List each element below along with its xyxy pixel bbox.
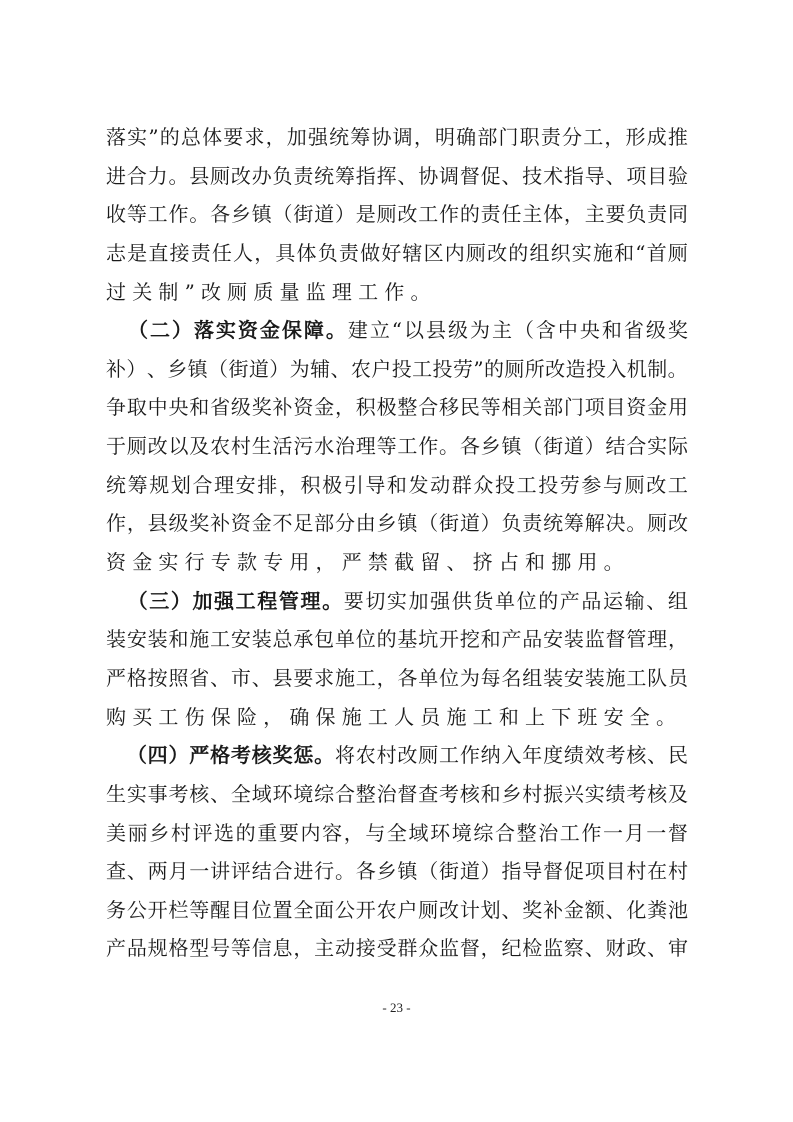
text-line: 美 丽 乡 村 评 选 的 重 要 内 容 ， 与 全 域 环 境 综 合 整 治 工 作 一 月 一 督	[106, 820, 688, 845]
body-text	[106, 118, 688, 968]
text-line: 落 实 ” 的 总 体 要 求 ， 加 强 统 筹 协 调 ， 明 确 部 门 职 责 分 工 ， 形 成 推	[106, 125, 688, 149]
text-line: 务 公 开 栏 等 醒 目 位 置 全 面 公 开 农 户 厕 改 计 划 、 奖 补 金 额 、 化 粪 池	[106, 897, 688, 922]
text-line: 收 等 工 作 。 各 乡 镇 （ 街 道 ） 是 厕 改 工 作 的 责 任 主 体 ， 主 要 负 责 同	[106, 202, 688, 227]
text-line: 查 、 两 月 一 讲 评 结 合 进 行 。 各 乡 镇 （ 街 道 ） 指 导 督 促 项 目 村 在 村	[106, 859, 688, 884]
text-line: 进 合 力 。 县 厕 改 办 负 责 统 筹 指 挥 、 协 调 督 促 、 技 术 指 导 、 项 目 验	[106, 163, 688, 188]
text-line: 严 格 按 照 省 、 市 、 县 要 求 施 工 ， 各 单 位 为 每 名 组 装 安 装 施 工 队 员	[106, 665, 688, 690]
page-number: - 23 -	[382, 1000, 411, 1015]
text-line: 补 ） 、 乡 镇 （ 街 道 ） 为 辅 、 农 户 投 工 投 劳 ” 的 厕 所 改 造 投 入 机 制 。	[106, 356, 688, 381]
text-line: （ 二 ） 落 实 资 金 保 障 。 建 立 “ 以 县 级 为 主 （ 含 中 央 和 省 级 奖	[127, 318, 688, 343]
text-line: 作 ， 县 级 奖 补 资 金 不 足 部 分 由 乡 镇 （ 街 道 ） 负 责 统 筹 解 决 。 厕 改	[106, 511, 688, 536]
text-line: 装 安 装 和 施 工 安 装 总 承 包 单 位 的 基 坑 开 挖 和 产 品 安 装 监 督 管 理 ，	[106, 627, 688, 652]
text-line: 争 取 中 央 和 省 级 奖 补 资 金 ， 积 极 整 合 移 民 等 相 关 部 门 项 目 资 金 用	[106, 395, 688, 420]
text-line: 过 关 制 ” 改 厕 质 量 监 理 工 作 。	[106, 279, 431, 304]
text-line: 资 金 实 行 专 款 专 用 ， 严 禁 截 留 、 挤 占 和 挪 用 。	[106, 550, 624, 575]
text-line: （ 四 ） 严 格 考 核 奖 惩 。 将 农 村 改 厕 工 作 纳 入 年 度 绩 效 考 核 、 民	[126, 743, 688, 768]
text-line: 统 筹 规 划 合 理 安 排 ， 积 极 引 导 和 发 动 群 众 投 工 投 劳 参 与 厕 改 工	[106, 472, 688, 497]
text-line: 生 实 事 考 核 、 全 域 环 境 综 合 整 治 督 查 考 核 和 乡 村 振 兴 实 绩 考 核 及	[106, 781, 688, 806]
text-line: 购 买 工 伤 保 险 ， 确 保 施 工 人 员 施 工 和 上 下 班 安 全 。	[106, 704, 676, 729]
text-line: （ 三 ） 加 强 工 程 管 理 。 要 切 实 加 强 供 货 单 位 的 产 品 运 输 、 组	[127, 588, 688, 613]
text-line: 志 是 直 接 责 任 人 ， 具 体 负 责 做 好 辖 区 内 厕 改 的 组 织 实 施 和 “ 首 厕	[106, 240, 688, 265]
text-line: 产 品 规 格 型 号 等 信 息 ， 主 动 接 受 群 众 监 督 ， 纪 检 监 察 、 财 政 、 审	[106, 936, 688, 961]
text-line: 于 厕 改 以 及 农 村 生 活 污 水 治 理 等 工 作 。 各 乡 镇 （ 街 道 ） 结 合 实 际	[106, 434, 688, 459]
